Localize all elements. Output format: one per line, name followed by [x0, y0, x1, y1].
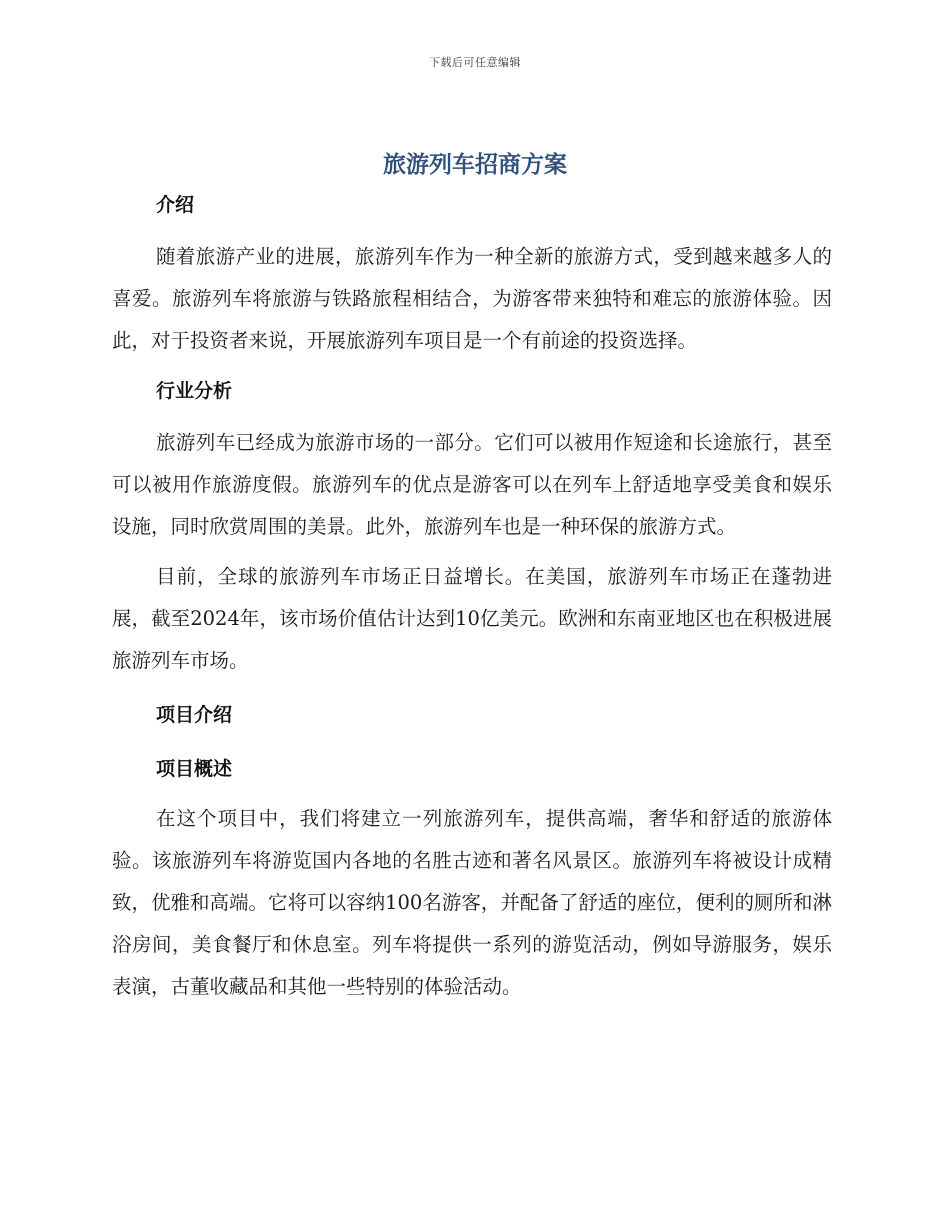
paragraph-overview: 在这个项目中，我们将建立一列旅游列车，提供高端，奢华和舒适的旅游体验。该旅游列车将游览国内各地的名胜古迹和著名风景区。旅游列车将被设计成精致，优雅和高端。它将可以容纳100名游客，并配备了舒适的座位，便利的厕所和淋浴房间，美食餐厅和休息室。列车将提供一系列的游览活动，例如导游服务，娱乐表演，古董收藏品和其他一些特别的体验活动。	[112, 807, 832, 998]
document-title: 旅游列车招商方案	[383, 152, 567, 178]
section-heading-project: 项目介绍	[156, 704, 233, 726]
section-heading-overview: 项目概述	[156, 758, 233, 780]
paragraph-industry-2: 目前，全球的旅游列车市场正日益增长。在美国，旅游列车市场正在蓬勃进展，截至2024年，该市场价值估计达到10亿美元。欧洲和东南亚地区也在积极进展旅游列车市场。	[112, 565, 832, 672]
section-heading-industry: 行业分析	[156, 380, 233, 402]
section-heading-intro: 介绍	[156, 194, 195, 216]
paragraph-intro: 随着旅游产业的进展，旅游列车作为一种全新的旅游方式，受到越来越多人的喜爱。旅游列车将旅游与铁路旅程相结合，为游客带来独特和难忘的旅游体验。因此，对于投资者来说，开展旅游列车项目是一个有前途的投资选择。	[112, 245, 832, 352]
page-header-note: 下载后可任意编辑	[429, 56, 521, 69]
paragraph-industry-1: 旅游列车已经成为旅游市场的一部分。它们可以被用作短途和长途旅行，甚至可以被用作旅游度假。旅游列车的优点是游客可以在列车上舒适地享受美食和娱乐设施，同时欣赏周围的美景。此外，旅游列车也是一种环保的旅游方式。	[112, 431, 832, 538]
document-body	[112, 186, 832, 1008]
